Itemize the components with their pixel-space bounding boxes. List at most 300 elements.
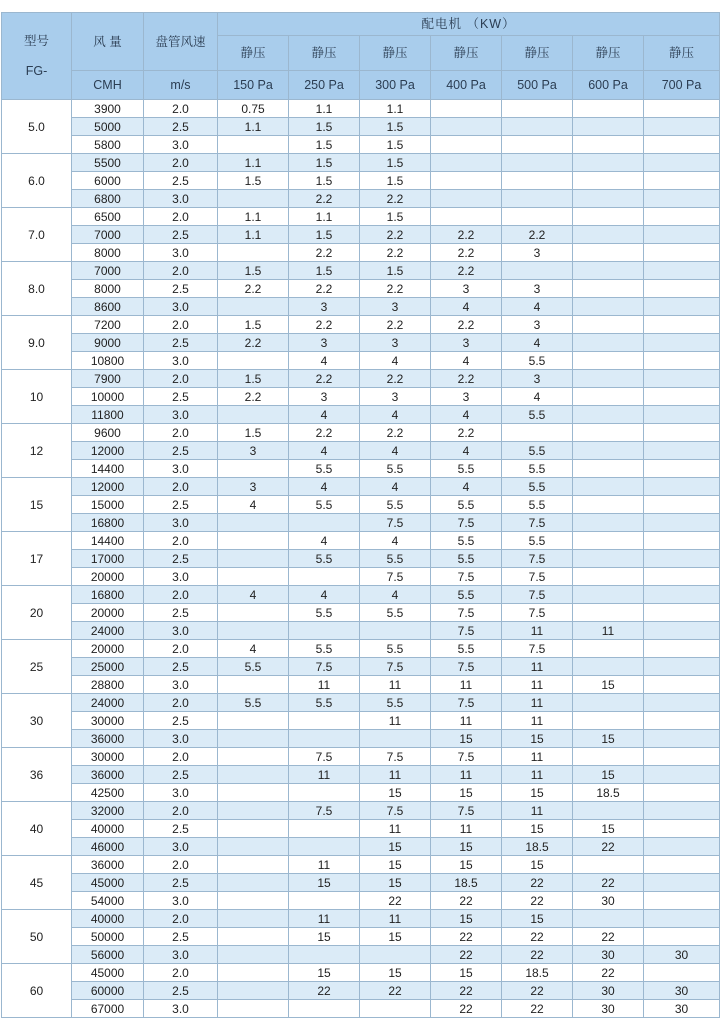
motor-kw-cell: 2.2	[218, 280, 289, 298]
airflow-cell: 11800	[72, 406, 144, 424]
airflow-cell: 32000	[72, 802, 144, 820]
table-row	[2, 442, 720, 460]
motor-kw-cell: 4	[502, 298, 573, 316]
airflow-cell: 20000	[72, 604, 144, 622]
motor-kw-cell	[289, 784, 360, 802]
motor-kw-cell	[644, 658, 720, 676]
motor-kw-cell	[218, 712, 289, 730]
motor-kw-cell	[573, 658, 644, 676]
motor-kw-cell: 22	[573, 838, 644, 856]
motor-kw-cell: 2.2	[289, 190, 360, 208]
motor-kw-cell: 11	[502, 622, 573, 640]
pressure-700: 700 Pa	[644, 71, 720, 100]
static-pressure-label: 静压	[644, 36, 720, 71]
coil-speed-cell: 2.5	[144, 496, 218, 514]
motor-kw-cell	[644, 478, 720, 496]
motor-kw-cell: 22	[360, 982, 431, 1000]
motor-kw-cell: 5.5	[502, 352, 573, 370]
coil-speed-cell: 2.0	[144, 640, 218, 658]
motor-kw-cell	[573, 244, 644, 262]
spec-table-container	[1, 12, 719, 1018]
motor-kw-cell	[573, 694, 644, 712]
table-row	[2, 352, 720, 370]
motor-kw-cell	[573, 406, 644, 424]
motor-kw-cell: 30	[573, 1000, 644, 1018]
static-pressure-label: 静压	[360, 36, 431, 71]
motor-kw-cell	[218, 856, 289, 874]
table-row	[2, 694, 720, 712]
coil-speed-cell: 2.5	[144, 280, 218, 298]
motor-power-header: 配电机 （KW）	[218, 13, 720, 36]
model-number-cell: 40	[2, 802, 72, 856]
table-row	[2, 226, 720, 244]
motor-kw-cell: 5.5	[360, 460, 431, 478]
motor-kw-cell	[644, 838, 720, 856]
motor-kw-cell: 15	[502, 820, 573, 838]
table-row	[2, 406, 720, 424]
motor-kw-cell: 1.5	[218, 370, 289, 388]
motor-kw-cell	[573, 568, 644, 586]
motor-kw-cell	[644, 568, 720, 586]
motor-kw-cell	[644, 334, 720, 352]
motor-kw-cell: 3	[360, 388, 431, 406]
table-row	[2, 964, 720, 982]
model-number-cell: 50	[2, 910, 72, 964]
motor-kw-cell: 11	[502, 694, 573, 712]
motor-kw-cell	[218, 190, 289, 208]
coil-speed-cell: 3.0	[144, 946, 218, 964]
motor-kw-cell	[644, 604, 720, 622]
airflow-cell: 56000	[72, 946, 144, 964]
motor-kw-cell	[573, 514, 644, 532]
coil-speed-cell: 2.0	[144, 100, 218, 118]
motor-kw-cell: 5.5	[431, 640, 502, 658]
motor-kw-cell	[644, 172, 720, 190]
coil-speed-cell: 2.0	[144, 262, 218, 280]
table-row	[2, 316, 720, 334]
motor-kw-cell: 11	[502, 712, 573, 730]
motor-kw-cell	[644, 694, 720, 712]
motor-kw-cell: 18.5	[502, 964, 573, 982]
coil-speed-cell: 2.0	[144, 748, 218, 766]
motor-kw-cell	[573, 748, 644, 766]
airflow-cell: 14400	[72, 532, 144, 550]
motor-kw-cell	[644, 118, 720, 136]
motor-kw-cell	[644, 316, 720, 334]
model-number-cell: 45	[2, 856, 72, 910]
motor-kw-cell: 1.5	[360, 208, 431, 226]
motor-kw-cell	[573, 910, 644, 928]
motor-kw-cell: 7.5	[502, 604, 573, 622]
motor-kw-cell	[573, 262, 644, 280]
airflow-cell: 25000	[72, 658, 144, 676]
motor-kw-cell: 7.5	[431, 622, 502, 640]
motor-kw-cell	[573, 856, 644, 874]
table-row	[2, 172, 720, 190]
motor-kw-cell	[573, 226, 644, 244]
motor-kw-cell: 22	[431, 928, 502, 946]
motor-kw-cell: 4	[360, 442, 431, 460]
motor-kw-cell: 2.2	[431, 370, 502, 388]
motor-kw-cell: 2.2	[289, 244, 360, 262]
motor-kw-cell	[502, 208, 573, 226]
motor-kw-cell: 15	[502, 784, 573, 802]
motor-kw-cell: 7.5	[502, 640, 573, 658]
motor-kw-cell: 15	[502, 856, 573, 874]
table-row	[2, 658, 720, 676]
motor-kw-cell	[644, 352, 720, 370]
motor-kw-cell: 7.5	[431, 748, 502, 766]
pressure-150: 150 Pa	[218, 71, 289, 100]
motor-kw-cell	[218, 748, 289, 766]
motor-kw-cell	[644, 874, 720, 892]
motor-kw-cell	[644, 730, 720, 748]
motor-kw-cell: 4	[289, 532, 360, 550]
airflow-cell: 24000	[72, 622, 144, 640]
motor-kw-cell	[360, 1000, 431, 1018]
motor-kw-cell: 7.5	[502, 586, 573, 604]
motor-kw-cell: 5.5	[289, 496, 360, 514]
motor-kw-cell	[573, 136, 644, 154]
airflow-cell: 36000	[72, 730, 144, 748]
motor-kw-cell	[289, 712, 360, 730]
motor-kw-cell: 22	[502, 982, 573, 1000]
coil-speed-cell: 3.0	[144, 892, 218, 910]
motor-kw-cell: 5.5	[360, 640, 431, 658]
motor-kw-cell	[218, 892, 289, 910]
table-row	[2, 460, 720, 478]
airflow-cell: 15000	[72, 496, 144, 514]
static-pressure-label: 静压	[218, 36, 289, 71]
coil-speed-cell: 2.5	[144, 820, 218, 838]
motor-kw-cell	[218, 622, 289, 640]
static-pressure-label: 静压	[289, 36, 360, 71]
motor-kw-cell: 4	[360, 352, 431, 370]
motor-kw-cell: 11	[360, 766, 431, 784]
airflow-cell: 30000	[72, 712, 144, 730]
motor-kw-cell: 15	[360, 964, 431, 982]
coil-speed-cell: 2.5	[144, 982, 218, 1000]
motor-kw-cell: 3	[218, 442, 289, 460]
table-row	[2, 118, 720, 136]
airflow-cell: 28800	[72, 676, 144, 694]
airflow-cell: 7900	[72, 370, 144, 388]
motor-kw-cell: 5.5	[289, 694, 360, 712]
motor-kw-cell	[573, 388, 644, 406]
motor-kw-cell: 15	[431, 784, 502, 802]
motor-kw-cell: 22	[502, 928, 573, 946]
motor-kw-cell	[573, 100, 644, 118]
motor-kw-cell	[644, 766, 720, 784]
table-row	[2, 856, 720, 874]
motor-kw-cell: 2.2	[360, 244, 431, 262]
airflow-cell: 30000	[72, 748, 144, 766]
motor-kw-cell: 2.2	[360, 280, 431, 298]
motor-kw-cell: 22	[573, 874, 644, 892]
motor-kw-cell	[644, 802, 720, 820]
motor-kw-cell: 2.2	[431, 316, 502, 334]
coil-speed-cell: 2.5	[144, 550, 218, 568]
motor-kw-cell	[573, 478, 644, 496]
motor-kw-cell: 1.5	[289, 154, 360, 172]
motor-kw-cell	[573, 640, 644, 658]
motor-kw-cell	[218, 820, 289, 838]
motor-kw-cell: 22	[573, 928, 644, 946]
motor-kw-cell	[644, 856, 720, 874]
table-row	[2, 154, 720, 172]
motor-kw-cell: 4	[218, 586, 289, 604]
motor-kw-cell	[360, 946, 431, 964]
motor-kw-cell	[502, 424, 573, 442]
motor-kw-cell: 7.5	[431, 514, 502, 532]
motor-kw-cell: 5.5	[431, 550, 502, 568]
motor-kw-cell: 7.5	[360, 748, 431, 766]
motor-kw-cell	[218, 910, 289, 928]
motor-kw-cell: 11	[360, 676, 431, 694]
airflow-cell: 8000	[72, 280, 144, 298]
coil-speed-cell: 3.0	[144, 298, 218, 316]
coil-speed-cell: 2.5	[144, 712, 218, 730]
table-row	[2, 262, 720, 280]
airflow-cell: 5500	[72, 154, 144, 172]
table-row	[2, 514, 720, 532]
coil-speed-cell: 2.5	[144, 118, 218, 136]
motor-kw-cell: 4	[360, 478, 431, 496]
motor-kw-cell: 15	[502, 730, 573, 748]
motor-kw-cell	[218, 982, 289, 1000]
motor-kw-cell	[644, 820, 720, 838]
table-row	[2, 496, 720, 514]
airflow-cell: 16800	[72, 514, 144, 532]
motor-kw-cell: 22	[431, 1000, 502, 1018]
static-pressure-label: 静压	[502, 36, 573, 71]
model-number-cell: 15	[2, 478, 72, 532]
motor-kw-cell: 3	[360, 298, 431, 316]
motor-kw-cell: 7.5	[502, 514, 573, 532]
motor-kw-cell	[502, 190, 573, 208]
motor-kw-cell: 2.2	[360, 190, 431, 208]
table-row	[2, 334, 720, 352]
table-row	[2, 1000, 720, 1018]
airflow-cell: 54000	[72, 892, 144, 910]
model-number-cell: 8.0	[2, 262, 72, 316]
coil-speed-cell: 2.5	[144, 766, 218, 784]
table-row	[2, 100, 720, 118]
motor-kw-cell	[502, 136, 573, 154]
airflow-cell: 7000	[72, 226, 144, 244]
motor-kw-cell	[644, 496, 720, 514]
motor-kw-cell: 4	[431, 478, 502, 496]
motor-kw-cell	[644, 388, 720, 406]
airflow-cell: 50000	[72, 928, 144, 946]
motor-kw-cell: 3	[289, 388, 360, 406]
motor-kw-cell	[644, 280, 720, 298]
motor-kw-cell	[573, 370, 644, 388]
coil-speed-cell: 2.0	[144, 964, 218, 982]
motor-kw-cell: 2.2	[431, 424, 502, 442]
motor-kw-cell: 5.5	[360, 550, 431, 568]
motor-kw-cell: 7.5	[360, 514, 431, 532]
airflow-cell: 5800	[72, 136, 144, 154]
motor-kw-cell	[218, 136, 289, 154]
coil-speed-cell: 2.0	[144, 586, 218, 604]
table-row	[2, 730, 720, 748]
motor-kw-cell	[218, 550, 289, 568]
table-row	[2, 478, 720, 496]
motor-kw-cell: 15	[573, 820, 644, 838]
motor-kw-cell: 1.5	[218, 316, 289, 334]
airflow-cell: 10000	[72, 388, 144, 406]
motor-kw-cell	[644, 208, 720, 226]
motor-kw-cell: 1.5	[360, 136, 431, 154]
motor-kw-cell: 11	[360, 712, 431, 730]
motor-kw-cell	[644, 622, 720, 640]
motor-kw-cell: 11	[502, 748, 573, 766]
motor-kw-cell: 5.5	[431, 460, 502, 478]
motor-kw-cell	[573, 298, 644, 316]
motor-kw-cell: 22	[431, 892, 502, 910]
coil-speed-cell: 2.5	[144, 604, 218, 622]
coil-speed-cell: 3.0	[144, 406, 218, 424]
motor-kw-cell: 1.1	[289, 208, 360, 226]
fan-motor-spec-table	[1, 12, 720, 1018]
motor-kw-cell	[644, 676, 720, 694]
motor-kw-cell: 7.5	[431, 604, 502, 622]
motor-kw-cell	[644, 154, 720, 172]
airflow-cell: 24000	[72, 694, 144, 712]
model-number-cell: 9.0	[2, 316, 72, 370]
coil-speed-cell: 3.0	[144, 352, 218, 370]
motor-kw-cell	[218, 676, 289, 694]
model-label: 型号	[23, 34, 49, 48]
table-row	[2, 874, 720, 892]
model-number-cell: 36	[2, 748, 72, 802]
airflow-cell: 6800	[72, 190, 144, 208]
coil-speed-cell: 2.0	[144, 478, 218, 496]
motor-kw-cell: 3	[431, 280, 502, 298]
motor-kw-cell	[644, 748, 720, 766]
motor-kw-cell: 30	[644, 982, 720, 1000]
airflow-cell: 42500	[72, 784, 144, 802]
motor-kw-cell: 7.5	[431, 658, 502, 676]
motor-kw-cell: 15	[360, 928, 431, 946]
motor-kw-cell: 2.2	[431, 262, 502, 280]
table-row	[2, 748, 720, 766]
motor-kw-cell	[502, 100, 573, 118]
motor-kw-cell	[218, 406, 289, 424]
airflow-cell: 20000	[72, 640, 144, 658]
motor-kw-cell: 15	[431, 730, 502, 748]
motor-kw-cell: 7.5	[502, 550, 573, 568]
motor-kw-cell: 4	[218, 496, 289, 514]
motor-kw-cell: 30	[644, 946, 720, 964]
motor-kw-cell: 22	[573, 964, 644, 982]
coil-speed-header: 盘管风速	[144, 13, 218, 71]
motor-kw-cell: 5.5	[360, 604, 431, 622]
table-row	[2, 982, 720, 1000]
coil-speed-unit: m/s	[144, 71, 218, 100]
motor-kw-cell: 2.2	[360, 316, 431, 334]
motor-kw-cell: 15	[431, 838, 502, 856]
model-number-cell: 60	[2, 964, 72, 1018]
airflow-cell: 7200	[72, 316, 144, 334]
coil-speed-cell: 2.0	[144, 694, 218, 712]
motor-kw-cell: 5.5	[431, 532, 502, 550]
motor-kw-cell: 1.5	[360, 118, 431, 136]
airflow-cell: 40000	[72, 820, 144, 838]
motor-kw-cell	[431, 154, 502, 172]
motor-kw-cell	[644, 190, 720, 208]
airflow-cell: 20000	[72, 568, 144, 586]
motor-kw-cell: 1.1	[218, 118, 289, 136]
airflow-cell: 46000	[72, 838, 144, 856]
motor-kw-cell: 5.5	[431, 496, 502, 514]
motor-kw-cell	[289, 622, 360, 640]
airflow-cell: 36000	[72, 856, 144, 874]
motor-kw-cell	[573, 316, 644, 334]
motor-kw-cell	[289, 568, 360, 586]
airflow-cell: 40000	[72, 910, 144, 928]
motor-kw-cell	[573, 712, 644, 730]
static-pressure-label: 静压	[573, 36, 644, 71]
motor-kw-cell	[644, 586, 720, 604]
coil-speed-cell: 3.0	[144, 784, 218, 802]
motor-kw-cell: 4	[289, 352, 360, 370]
motor-kw-cell	[431, 136, 502, 154]
coil-speed-cell: 2.0	[144, 154, 218, 172]
table-row	[2, 424, 720, 442]
airflow-cell: 16800	[72, 586, 144, 604]
motor-kw-cell	[502, 154, 573, 172]
motor-kw-cell: 2.2	[431, 244, 502, 262]
motor-kw-cell: 15	[573, 676, 644, 694]
motor-kw-cell	[218, 514, 289, 532]
motor-kw-cell: 15	[360, 874, 431, 892]
motor-kw-cell: 11	[360, 910, 431, 928]
motor-kw-cell: 15	[360, 784, 431, 802]
airflow-cell: 14400	[72, 460, 144, 478]
motor-kw-cell: 5.5	[502, 532, 573, 550]
motor-kw-cell	[218, 1000, 289, 1018]
table-row	[2, 586, 720, 604]
model-number-cell: 7.0	[2, 208, 72, 262]
motor-kw-cell	[218, 352, 289, 370]
motor-kw-cell: 22	[431, 946, 502, 964]
motor-kw-cell	[218, 766, 289, 784]
table-row	[2, 712, 720, 730]
motor-kw-cell: 7.5	[360, 568, 431, 586]
motor-kw-cell: 5.5	[218, 658, 289, 676]
motor-kw-cell	[218, 604, 289, 622]
motor-kw-cell	[431, 118, 502, 136]
table-row	[2, 190, 720, 208]
airflow-cell: 9000	[72, 334, 144, 352]
motor-kw-cell	[573, 154, 644, 172]
motor-kw-cell: 4	[289, 442, 360, 460]
model-header	[2, 13, 72, 100]
motor-kw-cell: 2.2	[289, 370, 360, 388]
motor-kw-cell	[644, 226, 720, 244]
coil-speed-cell: 3.0	[144, 514, 218, 532]
motor-kw-cell: 11	[431, 676, 502, 694]
motor-kw-cell	[573, 442, 644, 460]
motor-kw-cell: 22	[431, 982, 502, 1000]
motor-kw-cell: 5.5	[502, 406, 573, 424]
motor-kw-cell	[218, 532, 289, 550]
motor-kw-cell: 2.2	[360, 424, 431, 442]
motor-kw-cell: 7.5	[431, 694, 502, 712]
motor-kw-cell	[218, 964, 289, 982]
